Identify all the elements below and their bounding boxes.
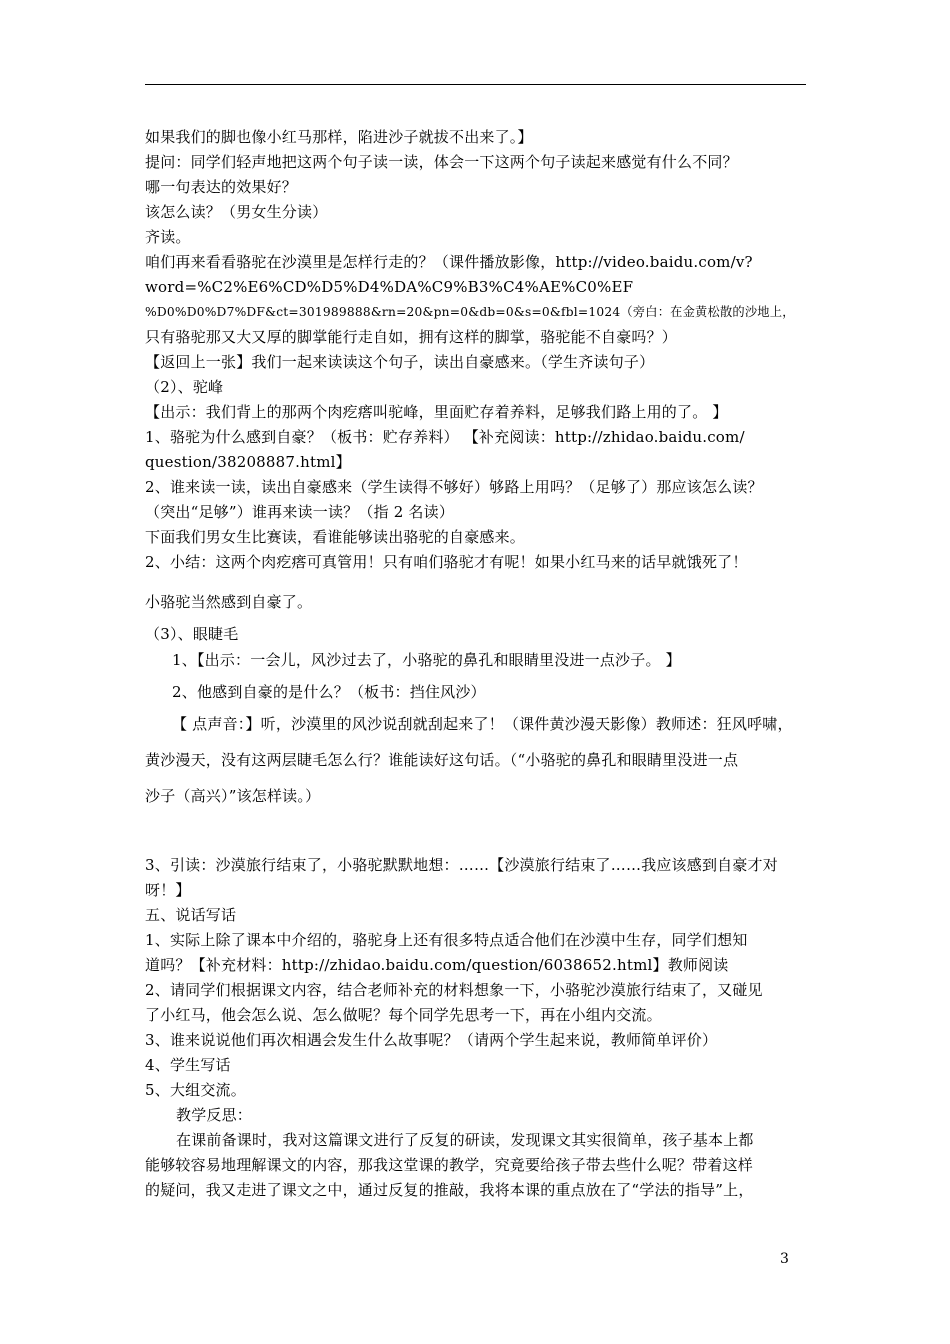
text-line: 呀！】 bbox=[145, 881, 191, 899]
text-line: 五、说话写话 bbox=[145, 906, 237, 924]
text-line: 1、【出示：一会儿，风沙过去了，小骆驼的鼻孔和眼睛里没进一点沙子。 】 bbox=[172, 651, 681, 669]
text-line: 的疑问，我又走进了课文之中，通过反复的推敲，我将本课的重点放在了“学法的指导”上， bbox=[145, 1181, 754, 1199]
text-line: 咱们再来看看骆驼在沙漠里是怎样行走的？（课件播放影像，http://video.baidu.com/v? bbox=[145, 253, 753, 271]
text-line: 2、谁来读一读，读出自豪感来（学生读得不够好）够路上用吗？（足够了）那应该怎么读？ bbox=[145, 478, 763, 496]
text-line: word=%C2%E6%CD%D5%D4%DA%C9%B3%C4%AE%C0%EF bbox=[145, 278, 634, 296]
text-line: 齐读。 bbox=[145, 228, 191, 246]
text-line: 5、大组交流。 bbox=[145, 1081, 246, 1099]
text-line: 提问：同学们轻声地把这两个句子读一读，体会一下这两个句子读起来感觉有什么不同？ bbox=[145, 153, 738, 171]
text-line: question/38208887.html】 bbox=[145, 453, 351, 471]
text-line: （突出“足够”）谁再来读一读？（指 2 名读） bbox=[145, 503, 455, 521]
text-line: 下面我们男女生比赛读，看谁能够读出骆驼的自豪感来。 bbox=[145, 528, 526, 546]
text-line: 小骆驼当然感到自豪了。 bbox=[145, 593, 313, 611]
text-line: 该怎么读？（男女生分读） bbox=[145, 203, 328, 221]
text-line: 【 点声音：】听，沙漠里的风沙说刮就刮起来了！（课件黄沙漫天影像）教师述：狂风呼啸， bbox=[172, 715, 793, 733]
text-line: 2、请同学们根据课文内容，结合老师补充的材料想象一下，小骆驼沙漠旅行结束了，又碰见 bbox=[145, 981, 763, 999]
text-line: 教学反思： bbox=[176, 1106, 253, 1124]
text-line: 哪一句表达的效果好？ bbox=[145, 178, 298, 196]
text-line: 4、学生写话 bbox=[145, 1056, 231, 1074]
text-line: 只有骆驼那又大又厚的脚掌能行走自如，拥有这样的脚掌，骆驼能不自豪吗？） bbox=[145, 328, 678, 346]
text-line: 2、小结：这两个肉疙瘩可真管用！只有咱们骆驼才有呢！如果小红马来的话早就饿死了！ bbox=[145, 553, 748, 571]
text-line: 能够较容易地理解课文的内容，那我这堂课的教学，究竟要给孩子带去些什么呢？带着这样 bbox=[145, 1156, 754, 1174]
text-line: 3、引读：沙漠旅行结束了，小骆驼默默地想：……【沙漠旅行结束了……我应该感到自豪才对 bbox=[145, 856, 778, 874]
text-line: 黄沙漫天，没有这两层睫毛怎么行？谁能读好这句话。（“小骆驼的鼻孔和眼睛里没进一点 bbox=[145, 751, 739, 769]
text-line: 在课前备课时，我对这篇课文进行了反复的研读，发现课文其实很简单，孩子基本上都 bbox=[176, 1131, 754, 1149]
text-line: （2）、驼峰 bbox=[145, 378, 224, 396]
text-line: （3）、眼睫毛 bbox=[145, 625, 239, 643]
text-line: 1、实际上除了课本中介绍的，骆驼身上还有很多特点适合他们在沙漠中生存，同学们想知 bbox=[145, 931, 748, 949]
text-line: 【出示：我们背上的那两个肉疙瘩叫驼峰，里面贮存着养料，足够我们路上用的了。 】 bbox=[145, 403, 728, 421]
text-line: 如果我们的脚也像小红马那样，陷进沙子就拔不出来了。】 bbox=[145, 128, 533, 146]
text-line: 【返回上一张】我们一起来读读这个句子，读出自豪感来。（学生齐读句子） bbox=[145, 353, 655, 371]
text-line: 1、骆驼为什么感到自豪？（板书：贮存养料） 【补充阅读：http://zhidao.baidu.com/ bbox=[145, 428, 745, 446]
header-rule bbox=[145, 84, 806, 85]
text-line: 了小红马，他会怎么说、怎么做呢？每个同学先思考一下，再在小组内交流。 bbox=[145, 1006, 662, 1024]
text-line: 3、谁来说说他们再次相遇会发生什么故事呢？（请两个学生起来说，教师简单评价） bbox=[145, 1031, 718, 1049]
text-line: 道吗？【补充材料：http://zhidao.baidu.com/question/6038652.html】教师阅读 bbox=[145, 956, 729, 974]
page-number: 3 bbox=[780, 1251, 789, 1267]
text-line: %D0%D0%D7%DF&ct=301989888&rn=20&pn=0&db=0&s=0&fbl=1024（旁白：在金黄松散的沙地上， bbox=[145, 305, 795, 319]
text-line: 沙子（高兴）”该怎样读。） bbox=[145, 787, 321, 805]
text-line: 2、他感到自豪的是什么？（板书：挡住风沙） bbox=[172, 683, 486, 701]
